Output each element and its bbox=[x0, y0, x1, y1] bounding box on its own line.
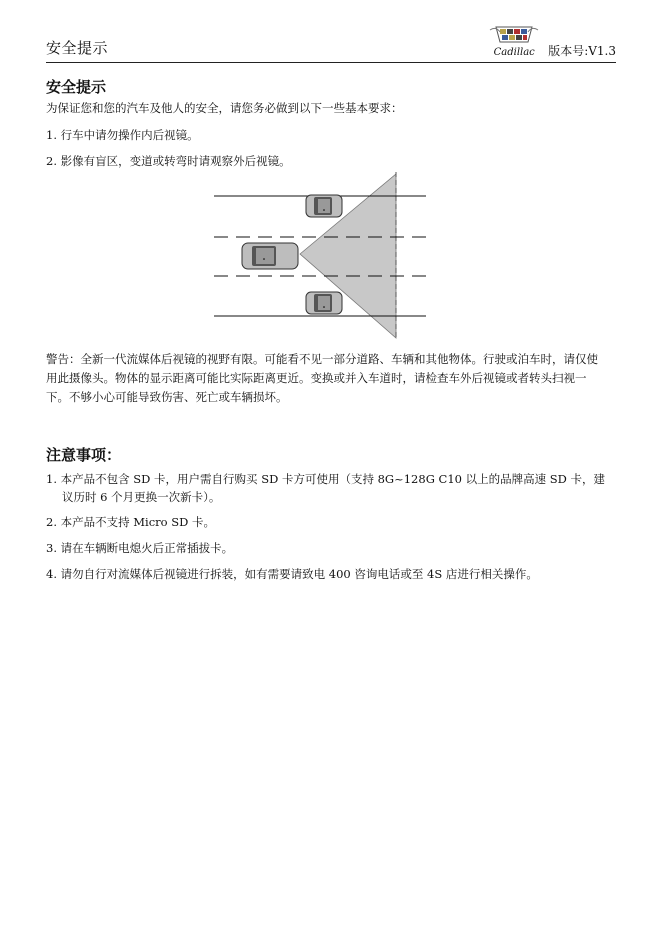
header-title: 安全提示 bbox=[46, 39, 109, 57]
notes-heading: 注意事项： bbox=[46, 446, 122, 464]
notes-item-2: 2. 本产品不支持 Micro SD 卡。 bbox=[46, 515, 216, 529]
car-middle bbox=[242, 243, 298, 269]
header-right bbox=[488, 24, 616, 58]
cadillac-logo bbox=[488, 24, 540, 58]
cadillac-crest-icon bbox=[488, 24, 540, 48]
logo-wordmark: Cadillac bbox=[493, 47, 535, 58]
warning-text: 警告：全新一代流媒体后视镜的视野有限。可能看不见一部分道路、车辆和其他物体。行驶或泊车时，请仅使用此摄像头。物体的显示距离可能比实际距离更近。变换或并入车道时，请检查车外后视镜或者转头扫视一下。不够小心可能导致伤害、死亡或车辆损坏。 bbox=[46, 352, 598, 404]
notes-item-3: 3. 请在车辆断电熄火后正常插拔卡。 bbox=[46, 541, 234, 555]
version-label: 版本号:V1.3 bbox=[548, 44, 616, 58]
car-top bbox=[306, 195, 342, 217]
car-bottom bbox=[306, 292, 342, 314]
safety-intro: 为保证您和您的汽车及他人的安全，请您务必做到以下一些基本要求： bbox=[46, 101, 403, 115]
safety-item-2: 2. 影像有盲区，变道或转弯时请观察外后视镜。 bbox=[46, 154, 291, 168]
safety-heading: 安全提示 bbox=[46, 78, 107, 96]
page-header bbox=[46, 22, 616, 63]
safety-item-1: 1. 行车中请勿操作内后视镜。 bbox=[46, 128, 199, 142]
notes-item-1: 1. 本产品不包含 SD 卡，用户需自行购买 SD 卡方可使用（支持 8G~128G C10 以上的品牌高速 SD 卡，建议历时 6 个月更换一次新卡）。 bbox=[46, 472, 606, 504]
notes-item-4: 4. 请勿自行对流媒体后视镜进行拆装，如有需要请致电 400 咨询电话或至 4S 店进行相关操作。 bbox=[46, 567, 538, 581]
blind-spot-diagram bbox=[214, 170, 434, 342]
